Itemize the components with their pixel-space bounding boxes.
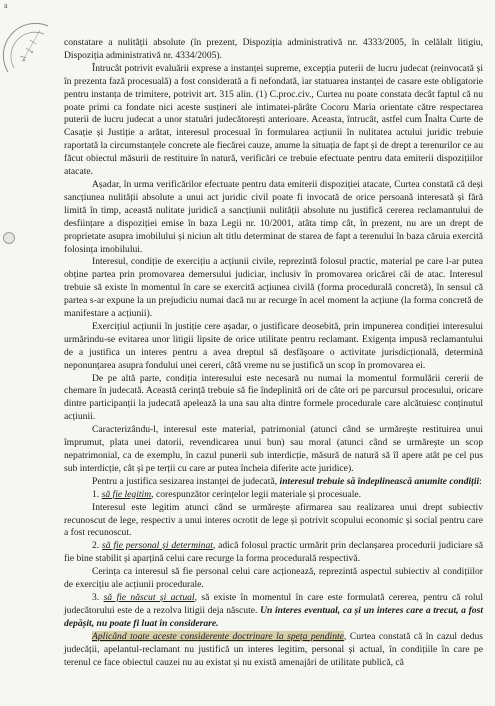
corner-mark: a [4, 1, 8, 10]
text-run: 2. [92, 540, 103, 552]
court-seal-stamp-icon [2, 22, 52, 84]
text-run: , adică folosul practic urmărit prin declanșarea procedurii judiciare să fie bine stabilit și aparțină celui care recurge la forma procedurală respectivă. [64, 540, 484, 565]
emphasis-text: să fie născut și actual [103, 591, 195, 603]
paragraph: Caracterizându-l, interesul este material, patrimonial (atunci când se urmărește restituirea unui împrumut, plata unei datorii, revendicarea unui bun) sau moral (atunci când se urmărește un scop nepatrimonial, ca de exemplu, în cazul punerii sub interdicție, măsură de natură să îl apere atât pe cel pus sub interdicție, cât și pe terții cu care ar putea încheia diferite acte juridice). [64, 424, 483, 474]
text-run: : [479, 475, 482, 487]
paragraph: De pe altă parte, condiția interesului este necesară nu numai la momentul formulării cererii de chemare în judecată. Această cerință trebuie să fie îndeplinită ori de câte ori pe parcursul procesului, oricare dintre participanții la judecată apelează la una sau alta dintre formele procedurale care alcătuiesc conținutul acțiunii. [64, 372, 483, 423]
emphasis-text: Aplicând toate aceste considerente doctrinare la speța pendinte [92, 630, 344, 642]
text-run: , corespunzător cerințelor legii materiale și procesuale. [151, 488, 362, 500]
emphasis-text: să fie personal și determinat [102, 540, 213, 552]
text-run: Pentru a justifica sesizarea instanței de judecată, [92, 475, 280, 487]
paragraph [64, 540, 483, 566]
punch-hole [3, 232, 15, 244]
paragraph: Întrucât potrivit evaluării exprese a instanței supreme, excepția puterii de lucru judecat (reinvocată și în prezenta fază procesuală) a fost considerată a fi nefondată, iar statuarea instanței de casare este obligatorie pentru instanța de trimitere, potrivit art. 315 alin. (1) C.proc.civ., Curtea nu poate constata decât faptul că nu poate primi ca fondate nici aceste susțineri ale intimatei-pârâte Cocoru Maria orientate către respectarea puterii de lucru judecat a unor statuări judecătorești anterioare. Aceasta, întrucât, astfel cum Înalta Curte de Casație și Justiție a arătat, interesul procesual în formularea acțiunii în nulitatea actului juridic trebuie raportată la circumstanțele concrete ale fiecărei cauze, anume la situația de fapt și de drept a terenurilor ce au făcut obiectul măsurii de restituire în natură, verificări ce trebuie efectuate pentru data emiterii dispozițiilor atacate. [64, 62, 483, 178]
emphasis-text: să fie legitim [101, 488, 152, 500]
emphasis-text: interesul trebuie să îndeplinească anumite condiții [279, 475, 480, 487]
paragraph: Exercițiul acțiunii în justiție cere așadar, o justificare deosebită, prin impunerea condiției interesului urmărindu-se evitarea unor litigii lipsite de orice utilitate pentru reclamant. Exigența impusă reclamantului de a justifica un interes pentru a avea dreptul să desfășoare o activitate jurisdicțională, determină neponunțarea asupra fondului unei cereri, câtă vreme nu se justifică un scop în promovarea ei. [64, 320, 483, 371]
paragraph: constatare a nulității absolute (în prezent, Dispoziția administrativă nr. 4333/2005, în celălalt litigiu, Dispoziția administrativă nr. 4334/2005). [64, 37, 483, 61]
text-run: , să existe în momentul în care este formulată cererea, pentru că rolul judecătorului este de a rezolva litigii deja născute. [64, 591, 484, 616]
text-run: 1. [92, 488, 102, 500]
emphasis-text: Un interes eventual, ca și un interes care a trecut, a fost depășit, nu poate fi luat în considerare. [64, 604, 484, 629]
text-run: 3. [92, 591, 104, 603]
paragraph: Interesul, condiție de exercițiu a acțiunii civile, reprezintă folosul practic, material pe care l-ar putea obține partea prin promovarea demersului judiciar, inclusiv în promovarea oricărei căi de atac. Interesul trebuie să existe în momentul în care se exercită acțiunea civilă (forma procedurală concretă), în sensul că partea s-ar expune la un prejudiciu numai dacă nu ar recurge în acel moment la acțiune (la forma concretă de manifestare a acțiunii). [64, 256, 483, 320]
paragraph: Așadar, în urma verificărilor efectuate pentru data emiterii dispoziției atacate, Curtea constată că deși sancțiunea nulității absolute a unui act juridic civil poate fi invocată de orice persoană interesată și fără limită în timp, această nulitate juridică a sancțiunii nulității absolute nu justifică cererea reclamantului de desființare a dispoziției emise în baza Legii nr. 10/2001, atâta timp cât, în prezent, nu are un drept de proprietate asupra imobilului și niciun alt titlu determinat de starea de fapt a terenului în baza căruia exercită folosința imobilului. [64, 178, 483, 255]
text-run: , Curtea constată că în cazul dedus judecății, apelantul-reclamant nu justifică un interes legitim, personal și actual, în condițiile în care pe terenul ce face obiectul cauzei nu au existat și nu există amenajări de utilitate publică, că [64, 630, 483, 668]
paragraph [64, 592, 483, 631]
paragraph: Interesul este legitim atunci când se urmărește afirmarea sau realizarea unui drept subiectiv recunoscut de lege, respectiv a unui interes ocrotit de lege și potrivit scopului economic și social pentru care a fost recunoscut. [64, 501, 483, 539]
paragraph [64, 476, 483, 489]
document-body [64, 37, 483, 669]
paragraph [64, 489, 483, 502]
paragraph: Cerința ca interesul să fie personal celui care acționează, reprezintă aspectul subiectiv al condițiilor de exercițiu ale acțiunii procedurale. [64, 566, 483, 591]
paragraph [64, 631, 483, 670]
